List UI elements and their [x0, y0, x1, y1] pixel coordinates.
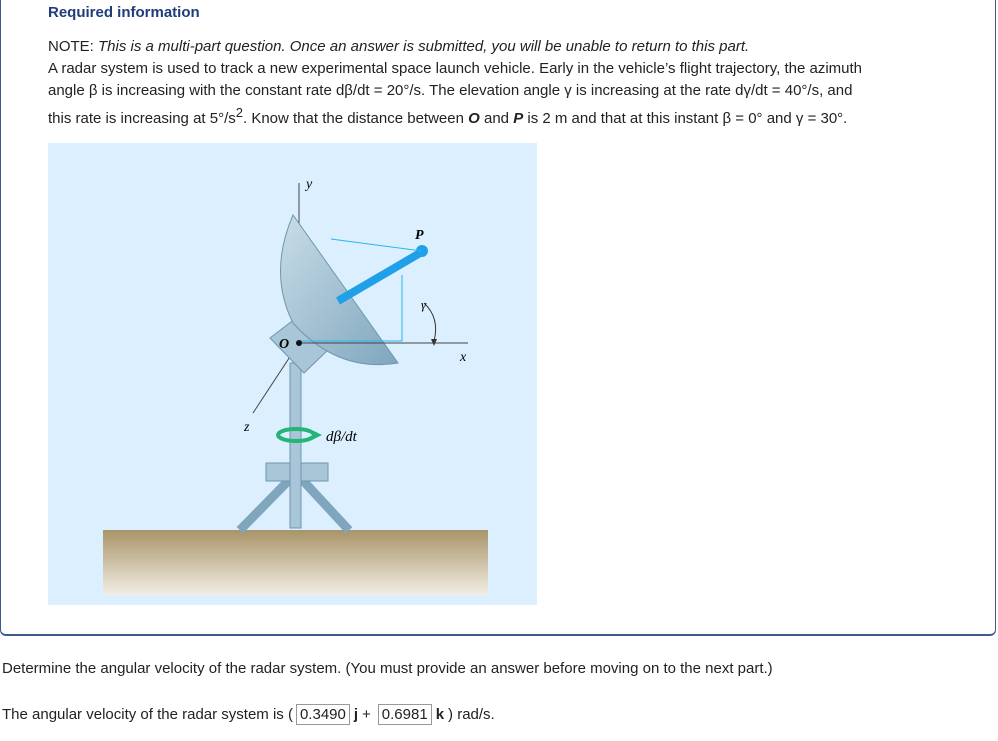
- rate-label: dβ/dt: [326, 429, 357, 445]
- gamma-label: γ: [421, 297, 427, 312]
- answer-line: [2, 704, 495, 725]
- P-label: P: [415, 228, 424, 243]
- answer-k-input[interactable]: 0.6981: [378, 704, 432, 725]
- answer-suffix: ) rad/s.: [448, 706, 495, 723]
- mast: [290, 363, 301, 528]
- unit-k: k: [435, 706, 445, 723]
- statement-line-3: this rate is increasing at $5^\circ/s^2$. Know that the distance between O and P is 2 m and that at this instant β = 0° and γ = 30°.: [48, 105, 848, 127]
- origin-point: [296, 340, 302, 346]
- plus-sign: +: [362, 706, 371, 723]
- ground: [103, 530, 488, 595]
- note-label: NOTE:: [48, 38, 94, 55]
- answer-j-input[interactable]: 0.3490: [296, 704, 350, 725]
- question-text: Determine the angular velocity of the radar system. (You must provide an answer before moving on to the next part.): [2, 660, 773, 677]
- exponent: 2: [235, 105, 243, 120]
- y-label: y: [306, 177, 313, 192]
- statement-line-1: A radar system is used to track a new experimental space launch vehicle. Early in the vehicle’s flight trajectory, the azimuth: [48, 60, 862, 77]
- note-italic: This is a multi-part question. Once an answer is submitted, you will be unable to return to this part.: [98, 38, 750, 55]
- required-info-title: Required information: [48, 4, 200, 21]
- problem-statement: [48, 36, 988, 130]
- unit-j: j: [353, 706, 359, 723]
- x-label: x: [460, 350, 467, 365]
- z-label: z: [244, 420, 250, 435]
- O-label: O: [279, 337, 290, 352]
- radar-figure: [48, 143, 537, 605]
- statement-line-2: angle β is increasing with the constant rate dβ/dt = 20°/s. The elevation angle γ is increasing at the rate dγ/dt = 40°/s, and: [48, 82, 853, 99]
- answer-prefix: The angular velocity of the radar system is (: [2, 706, 293, 723]
